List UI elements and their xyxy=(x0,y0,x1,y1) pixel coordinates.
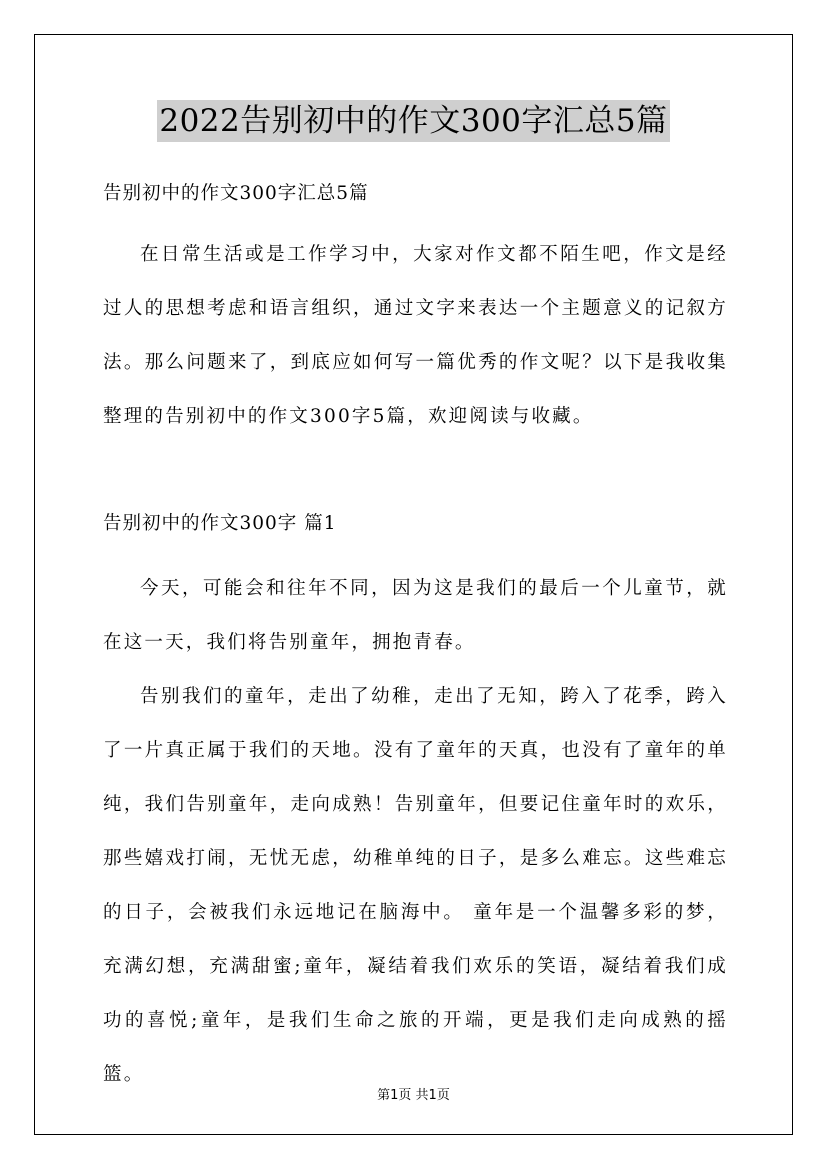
section-paragraph-1: 今天，可能会和往年不同，因为这是我们的最后一个儿童节，就在这一天，我们将告别童年，拥抱青春。 xyxy=(103,578,728,653)
section-paragraph-2: 告别我们的童年，走出了幼稚，走出了无知，跨入了花季，跨入了一片真正属于我们的天地。没有了童年的天真，也没有了童年的单纯，我们告别童年，走向成熟！告别童年，但要记住童年时的欢乐，那些嬉戏打闹，无忧无虑，幼稚单纯的日子，是多么难忘。这些难忘的日子，会被我们永远地记在脑海中。 童年是一个温馨多彩的梦，充满幻想，充满甜蜜;童年，凝结着我们欢乐的笑语，凝结着我们成功的喜悦;童年，是我们生命之旅的开端，更是我们走向成熟的摇篮。 xyxy=(103,686,728,1085)
document-body xyxy=(103,174,728,1102)
intro-paragraph: 在日常生活或是工作学习中，大家对作文都不陌生吧，作文是经过人的思想考虑和语言组织，通过文字来表达一个主题意义的记叙方法。那么问题来了，到底应如何写一篇优秀的作文呢？以下是我收集整理的告别初中的作文300字5篇，欢迎阅读与收藏。 xyxy=(103,244,728,427)
title-container xyxy=(0,100,827,142)
section-heading: 告别初中的作文300字 篇1 xyxy=(103,513,337,534)
document-title: 2022告别初中的作文300字汇总5篇 xyxy=(157,100,669,142)
document-subtitle: 告别初中的作文300字汇总5篇 xyxy=(103,183,369,204)
page-footer: 第1页 共1页 xyxy=(377,1088,450,1103)
